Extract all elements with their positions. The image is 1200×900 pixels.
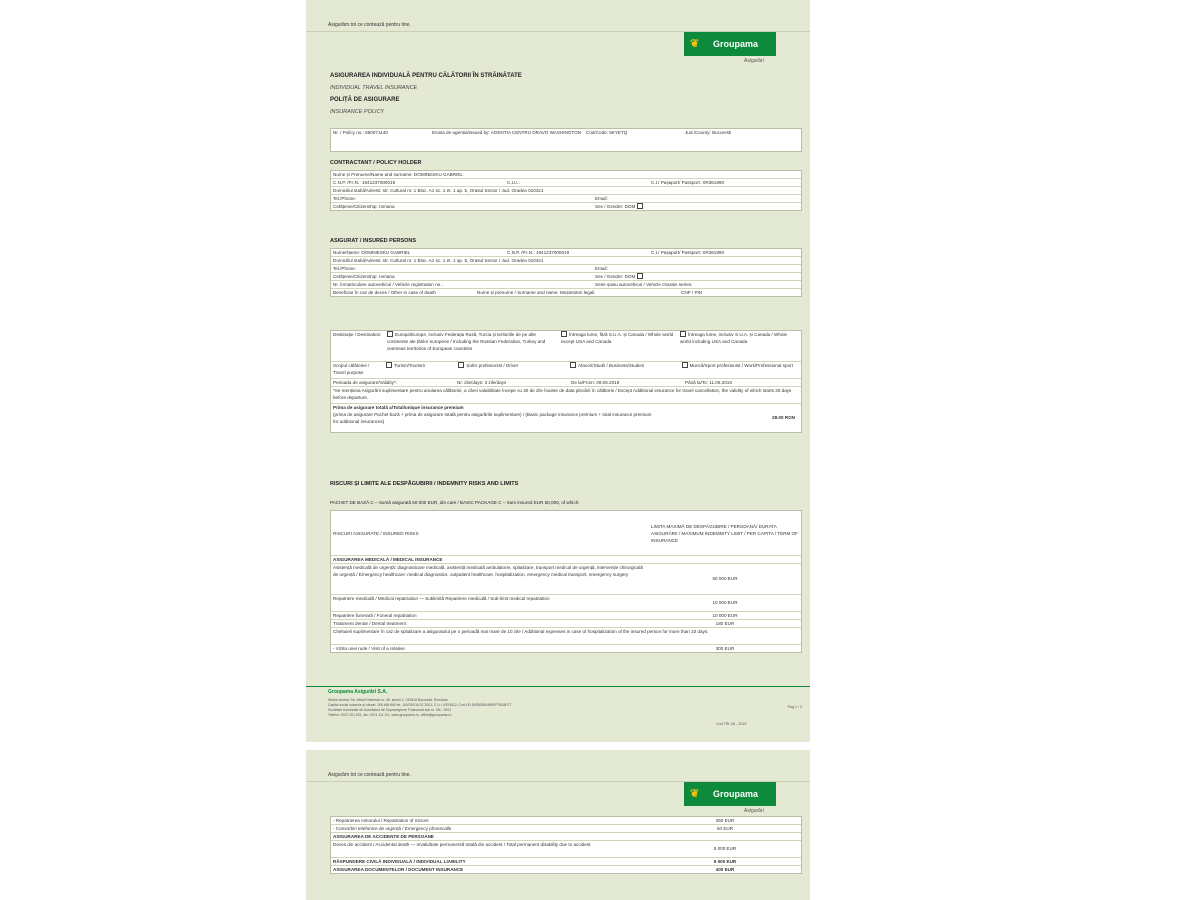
policy-row	[331, 129, 801, 151]
insured-vehicle: Nr. înmatriculare autovehicul / Vehicle registration no.:	[333, 282, 443, 287]
risk-value: 360 EUR	[715, 818, 735, 823]
table-row	[331, 195, 801, 203]
risk-label: Tratament dentar / Dental treatment	[333, 621, 406, 626]
risks-header-right: LIMITA MAXIMĂ DE DESPĂGUBIRE / PERSOANĂ/ DURATA ASIGURĂRII / MAXIMUM INDEMNITY LIMIT / PER CAPITA / TERM OF INSURANCE	[651, 523, 798, 543]
validity-note-row	[331, 387, 801, 404]
policy-county: Jud./County: Bucuresti	[685, 130, 732, 135]
destination-option-europe: Europa/Europe, inclusiv Federația Rusă, Turcia și teritoriile de pe alte continente ale țărilor europene / Including the Russian Federation, Turkey and overseas territories of European countries	[387, 332, 546, 351]
insured-phone: Tel./Phone:	[333, 266, 356, 271]
insured-address: Domiciliul stabil/Adress: str. Cultural nr. 1 Bloc. A1 sc. 1 et. 1 ap. 5, Orasul Sector / Jud. Oradea 010421	[333, 258, 544, 263]
risk-label: Repatriere funerară / Funeral repatriation	[333, 613, 417, 618]
table-row	[331, 564, 801, 595]
risk-label: Deces din accident / Accidental death — Invaliditate permanentă totală din accident / Total permanent disability due to accident	[333, 842, 591, 847]
checkbox-icon	[458, 362, 464, 368]
risk-value: 10 000 EUR	[712, 600, 738, 605]
contractant-cui: C.U.I.:	[507, 180, 521, 185]
validity-from: De la/From: 09.06.2019	[571, 380, 620, 385]
table-row	[331, 265, 801, 273]
risk-label: - Repatrierea minorului / Repatriation of minors	[333, 818, 429, 823]
table-row	[331, 833, 801, 841]
policy-number: Nr. / Policy no.: 850071140	[333, 130, 388, 135]
destination-label: Destinație / Destination:	[333, 332, 382, 337]
checkbox-icon	[637, 203, 643, 209]
document-reference: Cod TRL 06 - 2019	[716, 722, 747, 726]
checkbox-icon	[561, 331, 567, 337]
medical-insurance-row	[331, 556, 801, 564]
contractant-name: Nume și Prenume/Name and surname: DOMINESKU GABRIEL	[333, 172, 463, 177]
risk-label: Asistență medicală de urgență: diagnosticare medicală, asistență medicală ambulatorie, spitalizare, transport medical de urgență, intervenție chirurgicală de urgență / Emergency healthcare: medical diagnostics, outpatient healthcare, hospitalization, emergency medical transport, emergency surgery	[333, 565, 643, 577]
premium-title: Prima de asigurare totală a/Total/unique insurance premium	[333, 405, 464, 410]
risk-label: - Vizita unei rude / Visit of a relative	[333, 646, 405, 651]
premium-row	[331, 404, 801, 432]
page-tagline: Asigurăm tot ce contează pentru tine.	[328, 22, 411, 28]
footer-line: Capital social subscris și vărsat: 156 468 660 lei; J40/290/16.01.2001; C.U.I. 6291812; Cod LEI 549300BU8KIPP76U5077	[328, 703, 512, 707]
table-row	[331, 628, 801, 645]
validity-days: Nr. zile/days: 3 zile/days	[457, 380, 507, 385]
purpose-work: Muncă/Sport profesionist / Work/Professional sport	[680, 362, 801, 378]
table-row	[331, 612, 801, 620]
checkbox-icon	[680, 331, 686, 337]
footer-text	[328, 698, 628, 718]
beneficiary-cnp: CNP / PIN	[681, 290, 703, 295]
table-row	[331, 179, 801, 187]
page-number: Pag 1 / 3	[787, 705, 802, 709]
table-row	[331, 289, 801, 296]
risk-value: 180 EUR	[715, 621, 735, 626]
risk-value: 50 EUR	[716, 826, 734, 831]
validity-label: Perioada de asigurare/Validity*:	[333, 380, 398, 385]
table-row	[331, 595, 801, 612]
checkbox-icon	[682, 362, 688, 368]
validity-row	[331, 379, 801, 387]
insured-passport: C.I./ Pașaport/ Passport: XR361990	[651, 250, 725, 255]
risks-table-header	[331, 511, 801, 556]
logo-text: Groupama	[713, 39, 759, 49]
purpose-row	[331, 362, 801, 379]
table-row	[331, 645, 801, 652]
purpose-business: Afaceri/Studii / Business/Studies	[568, 362, 680, 378]
contractant-sex: Sex / Gender: DOM	[593, 203, 647, 210]
logo-subtitle: Asigurări	[744, 58, 764, 64]
risks-table	[330, 510, 802, 653]
beneficiary-name: Nume și prenume / Surname and name: Moștenitori legali	[477, 290, 595, 295]
table-row	[331, 203, 801, 210]
validity-note: *Se menționa Asigurării suplimentare pentru anularea călătoriei, a cărei valabilitate începe cu 30 de zile înainte de data plecării în călătorie / Except Additional insurance for travel cancellation, the validity of which starts 30 days before departure.	[333, 388, 792, 400]
footer-line: Sediul central: Str. Mihai Eminescu nr. 45, sector 1, 010516 București, România	[328, 698, 448, 702]
purpose-driver: Șofer profesionist / Driver	[456, 362, 568, 378]
contractant-address: Domiciliul stabil/Adress: str. Cultural nr. 1 Bloc. A1 sc. 1 et. 1 ap. 5, Orasul Sector / Jud. Oradea 010421	[333, 188, 544, 193]
package-line: PACHET DE BAZĂ C – Sumă asigurată 50 000 EUR, din care / BASIC PACKAGE C – Sum insured EUR 50,000, of which:	[330, 500, 580, 505]
footer-line: Telefon: 0372 201 001, fax: 0374 111 111, www.groupama.ro, office@groupama.ro	[328, 713, 452, 717]
groupama-leaf-icon: ❦	[690, 788, 700, 800]
footer-company: Groupama Asigurări S.A.	[328, 689, 388, 695]
destination-row	[331, 331, 801, 362]
contractant-citizenship: Cetățenie/Citizenship: romana	[333, 204, 395, 209]
destination-option-world: Întreaga lume, fără S.U.A. și Canada / Whole world except USA and Canada	[561, 332, 674, 344]
checkbox-icon	[386, 362, 392, 368]
footer-line: Societate Autorizată de Autoritatea de Supraveghere Financiară sub nr. 3/6 - 2001	[328, 708, 452, 712]
policy-title-en: INSURANCE POLICY	[330, 109, 385, 115]
risks-table-continued	[330, 816, 802, 874]
document-title: ASIGURAREA INDIVIDUALĂ PENTRU CĂLĂTORII ÎN STRĂINĂTATE	[330, 73, 522, 79]
risk-value: 10 000 EUR	[712, 613, 738, 618]
premium-value: 28.00 RON	[772, 415, 795, 420]
insured-title: ASIGURAT / INSURED PERSONS	[330, 238, 417, 244]
risk-value: 5 000 EUR	[713, 846, 737, 851]
contractant-box	[330, 170, 802, 211]
trip-details-box	[330, 330, 802, 433]
document-page-1	[306, 0, 810, 742]
table-row	[331, 257, 801, 265]
logo-text: Groupama	[713, 789, 759, 799]
purpose-tourism: Turism/Tourism	[384, 362, 456, 378]
medical-insurance-title: ASIGURAREA MEDICALĂ / MEDICAL INSURANCE	[333, 557, 443, 562]
risk-value: 400 EUR	[715, 867, 735, 872]
destination-option-world-usa: Întreaga lume, inclusiv S.U.A. și Canada / Whole world including USA and Canada	[680, 332, 788, 344]
contractant-cnp: C.N.P. /P.I.N.: 1941237000019	[333, 180, 396, 185]
footer-divider	[306, 686, 810, 687]
risk-value	[649, 833, 801, 840]
table-row	[331, 817, 801, 825]
company-logo	[684, 32, 776, 56]
purpose-label: Scopul călătoriei / Travel purpose	[333, 363, 370, 375]
beneficiary-label: Beneficiar în caz de deces / Other in case of death	[333, 290, 436, 295]
risk-value: 5 000 EUR	[713, 859, 737, 864]
premium-text	[331, 404, 655, 432]
checkbox-icon	[387, 331, 393, 337]
table-row	[331, 866, 801, 873]
page-tagline: Asigurăm tot ce contează pentru tine.	[328, 772, 411, 778]
table-row	[331, 841, 801, 858]
risk-label: ASIGURAREA DOCUMENTELOR / DOCUMENT INSURANCE	[333, 867, 464, 872]
document-title-en: INDIVIDUAL TRAVEL INSURANCE	[330, 85, 418, 91]
insured-sex: Sex / Gender: DOM	[593, 273, 647, 280]
insured-chassis: Serie șasiu autovehicul / Vehicle chassis series:	[595, 282, 693, 287]
policy-title: POLIȚĂ DE ASIGURARE	[330, 97, 400, 103]
table-row	[331, 187, 801, 195]
contractant-email: Email:	[595, 196, 608, 201]
issued-by: Emisa de agentia/Issued by: AGENTIA CENTRU DRAVO WASHINGTON	[432, 130, 581, 135]
checkbox-icon	[570, 362, 576, 368]
policy-code: Cod/Code: 5KYETQ	[586, 130, 628, 135]
document-page-2	[306, 750, 810, 900]
insured-name: Nume/Name: DOMINESKU GABRIEL	[333, 250, 411, 255]
risk-label: - Convorbiri telefonice de urgență / Emergency phonecalls	[333, 826, 452, 831]
risks-title: RISCURI ȘI LIMITE ALE DESPĂGUBIRII / INDEMNITY RISKS AND LIMITS	[330, 481, 519, 487]
validity-to: Până la/To: 11.06.2019	[685, 380, 732, 385]
insured-box	[330, 248, 802, 297]
risk-value: 300 EUR	[715, 646, 735, 651]
contractant-phone: Tel./Phone:	[333, 196, 356, 201]
groupama-leaf-icon: ❦	[690, 38, 700, 50]
contractant-title: CONTRACTANT / POLICY HOLDER	[330, 160, 422, 166]
risks-header-left: RISCURI ASIGURATE / INSURED RISKS	[333, 530, 419, 536]
checkbox-icon	[637, 273, 643, 279]
risk-value: 50 000 EUR	[712, 576, 738, 581]
company-logo	[684, 782, 776, 806]
contractant-passport: C.I./ Pașaport/ Passport: XR361990	[651, 180, 725, 185]
insured-citizenship: Cetățenie/Citizenship: romana	[333, 274, 395, 279]
premium-description: (prima de asigurare Pachet bază + prima de asigurare totală pentru asigurările suplimentare) / (Basic package insurance premium + total insurance premium for additional insurances)	[333, 412, 652, 424]
table-row	[331, 171, 801, 179]
risk-label: Cheltuieli suplimentare în caz de spitalizare a asiguratului pe o perioadă mai mare de 10 zile / Additional expenses in case of hospitalization of the insured person for more than 10 days:	[333, 629, 709, 634]
table-row	[331, 249, 801, 257]
risk-label: Repatriere medicală / Medical repatriation — Sublimită Repatriere medicală / Sub-limit medical repatriation	[333, 596, 550, 601]
table-row	[331, 858, 801, 866]
risk-label: RĂSPUNDERE CIVILĂ INDIVIDUALĂ / INDIVIDUAL LIABILITY	[333, 859, 466, 864]
table-row	[331, 620, 801, 628]
insured-cnp: C.N.P. /P.I.N.: 1941237000019	[507, 250, 570, 255]
table-row	[331, 281, 801, 289]
insured-email: Email:	[595, 266, 608, 271]
policy-info-box	[330, 128, 802, 152]
table-row	[331, 273, 801, 281]
table-row	[331, 825, 801, 833]
risk-label: ASIGURAREA DE ACCIDENTE DE PERSOANE	[333, 834, 434, 839]
logo-subtitle: Asigurări	[744, 808, 764, 814]
